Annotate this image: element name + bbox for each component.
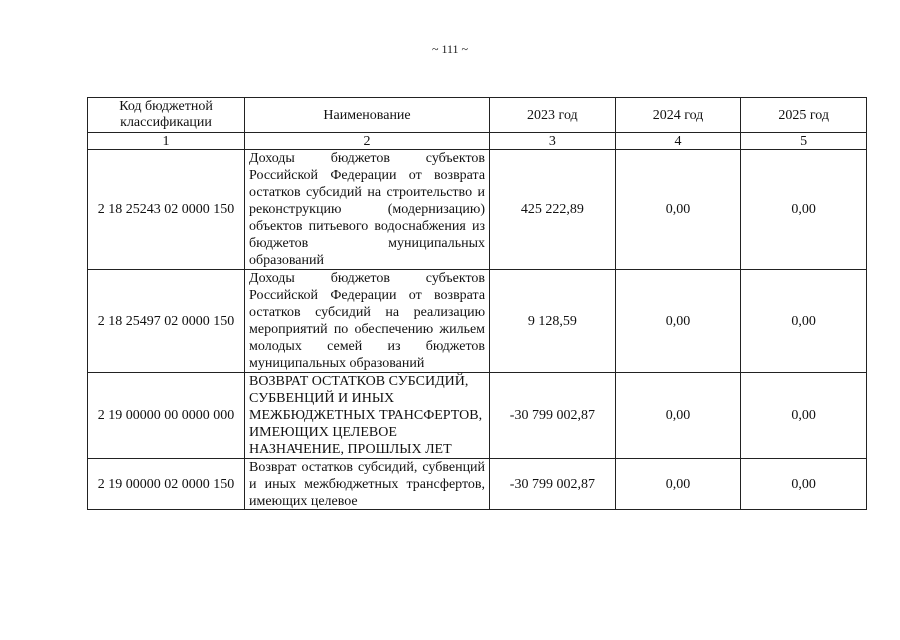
value-2025: 0,00 [741, 270, 867, 373]
item-name: Доходы бюджетов субъектов Российской Федерации от возврата остатков субсидий на строительство и реконструкцию (модернизацию) объектов питьевого водоснабжения из бюджетов муниципальных образований [245, 150, 490, 270]
budget-code: 2 19 00000 02 0000 150 [88, 459, 245, 510]
table-row [88, 459, 867, 510]
budget-table [87, 97, 867, 510]
page-number: ~ 111 ~ [431, 42, 469, 56]
value-2024: 0,00 [615, 150, 741, 270]
table-header-row [88, 98, 867, 133]
column-number: 5 [741, 133, 867, 150]
item-name: Доходы бюджетов субъектов Российской Федерации от возврата остатков субсидий на реализацию мероприятий по обеспечению жильем молодых семей из бюджетов муниципальных образований [245, 270, 490, 373]
budget-code: 2 18 25243 02 0000 150 [88, 150, 245, 270]
header-2024: 2024 год [615, 98, 741, 133]
item-name: Возврат остатков субсидий, субвенций и иных межбюджетных трансфертов, имеющих целевое [249, 460, 486, 509]
column-number: 2 [245, 133, 490, 150]
value-2025: 0,00 [741, 459, 867, 510]
value-2024: 0,00 [615, 270, 741, 373]
budget-code: 2 18 25497 02 0000 150 [88, 270, 245, 373]
table-row [88, 150, 867, 270]
value-2025: 0,00 [741, 373, 867, 459]
value-2023: 9 128,59 [490, 270, 616, 373]
value-2024: 0,00 [615, 373, 741, 459]
header-2025: 2025 год [741, 98, 867, 133]
header-name: Наименование [245, 98, 490, 133]
column-number: 1 [88, 133, 245, 150]
header-code: Код бюджетной классификации [88, 98, 245, 133]
item-name: ВОЗВРАТ ОСТАТКОВ СУБСИДИЙ, СУБВЕНЦИЙ И ИНЫХ МЕЖБЮДЖЕТНЫХ ТРАНСФЕРТОВ, ИМЕЮЩИХ ЦЕЛЕВОЕ НАЗНАЧЕНИЕ, ПРОШЛЫХ ЛЕТ [245, 373, 490, 459]
value-2023: -30 799 002,87 [490, 373, 616, 459]
table-row [88, 270, 867, 373]
value-2023: -30 799 002,87 [490, 459, 616, 510]
column-number: 3 [490, 133, 616, 150]
value-2024: 0,00 [615, 459, 741, 510]
item-name-cell [245, 459, 490, 510]
value-2025: 0,00 [741, 150, 867, 270]
column-number: 4 [615, 133, 741, 150]
table-row-section-total [88, 373, 867, 459]
value-2023: 425 222,89 [490, 150, 616, 270]
header-2023: 2023 год [490, 98, 616, 133]
column-number-row [88, 133, 867, 150]
budget-code: 2 19 00000 00 0000 000 [88, 373, 245, 459]
